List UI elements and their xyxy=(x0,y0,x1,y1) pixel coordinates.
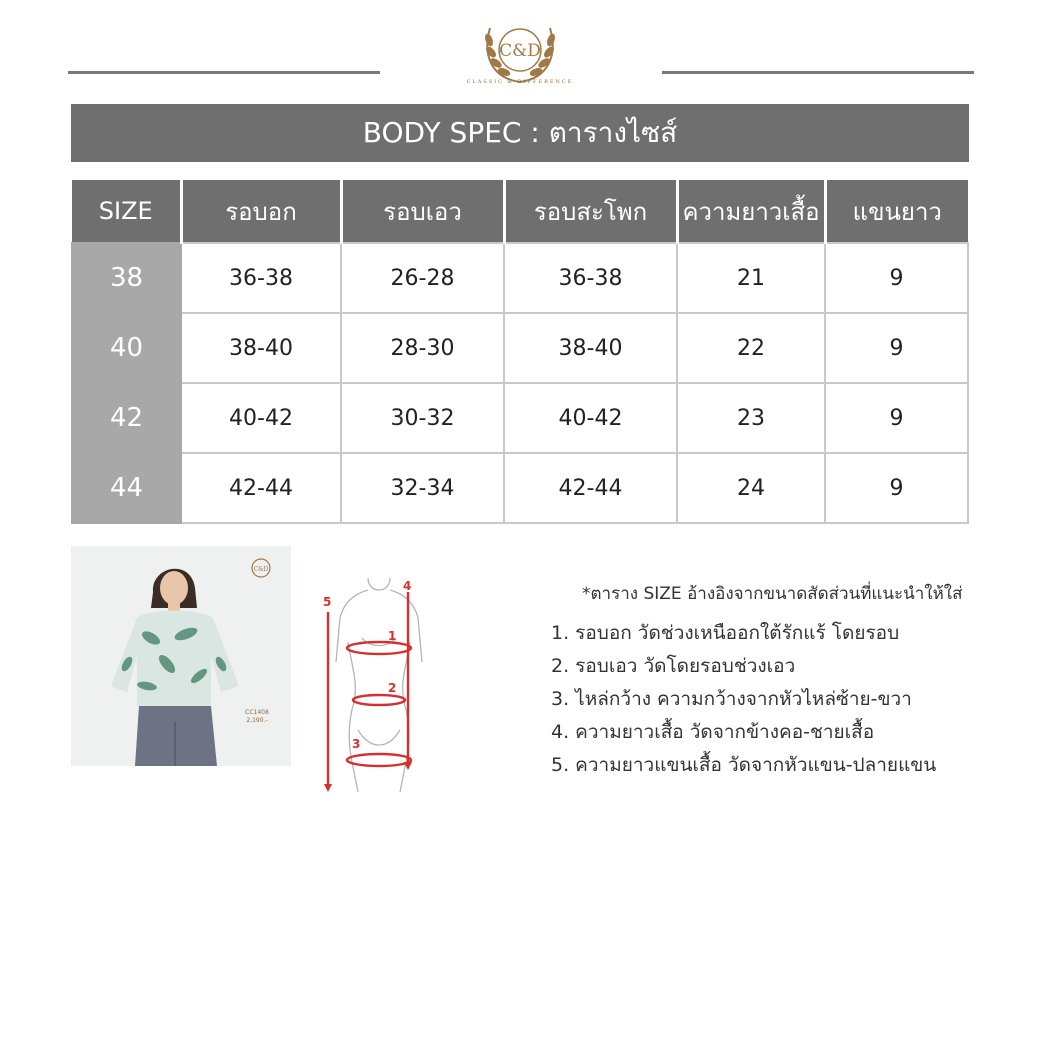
measure-note-2: 2. รอบเอว วัดโดยรอบช่วงเอว xyxy=(551,655,796,677)
bust-cell: 42-44 xyxy=(181,453,341,523)
brand-logo xyxy=(470,6,570,90)
page-title: BODY SPEC : ตารางไซส์ xyxy=(362,116,678,149)
header-length: ความยาวเสื้อ xyxy=(677,180,825,243)
hip-cell: 42-44 xyxy=(504,453,677,523)
page-title-banner xyxy=(71,104,969,162)
table-row xyxy=(72,313,968,383)
size-cell: 38 xyxy=(72,243,181,313)
bust-cell: 36-38 xyxy=(181,243,341,313)
length-cell: 21 xyxy=(677,243,825,313)
header-rule-left xyxy=(68,71,380,74)
measure-note-3: 3. ไหล่กว้าง ความกว้างจากหัวไหล่ซ้าย-ขวา xyxy=(551,688,912,710)
diagram-label-2: 2 xyxy=(388,681,397,695)
length-cell: 23 xyxy=(677,383,825,453)
size-table xyxy=(71,180,969,524)
hip-cell: 38-40 xyxy=(504,313,677,383)
measure-note-5: 5. ความยาวแขนเสื้อ วัดจากหัวแขน-ปลายแขน xyxy=(551,754,937,776)
header-waist: รอบเอว xyxy=(341,180,504,243)
diagram-label-4: 4 xyxy=(403,579,412,593)
length-cell: 22 xyxy=(677,313,825,383)
size-note: *ตาราง SIZE อ้างอิงจากขนาดสัดส่วนที่แนะนำให้ใส่ xyxy=(582,584,963,604)
waist-cell: 30-32 xyxy=(341,383,504,453)
hip-cell: 40-42 xyxy=(504,383,677,453)
sleeve-cell: 9 xyxy=(825,453,968,523)
diagram-label-3: 3 xyxy=(352,737,361,751)
size-cell: 42 xyxy=(72,383,181,453)
size-cell: 44 xyxy=(72,453,181,523)
header-sleeve: แขนยาว xyxy=(825,180,968,243)
waist-cell: 26-28 xyxy=(341,243,504,313)
length-cell: 24 xyxy=(677,453,825,523)
table-row xyxy=(72,383,968,453)
hip-cell: 36-38 xyxy=(504,243,677,313)
measure-note-4: 4. ความยาวเสื้อ วัดจากข้างคอ-ชายเสื้อ xyxy=(551,721,875,743)
size-cell: 40 xyxy=(72,313,181,383)
svg-text:C&D: C&D xyxy=(253,566,269,573)
sleeve-cell: 9 xyxy=(825,313,968,383)
sleeve-cell: 9 xyxy=(825,383,968,453)
logo-letters: C&D xyxy=(499,41,541,61)
product-photo xyxy=(71,546,291,766)
header-hip: รอบสะโพก xyxy=(504,180,677,243)
photo-code: CC1408 xyxy=(245,709,269,716)
photo-price: 2,190.- xyxy=(246,717,268,724)
table-row xyxy=(72,453,968,523)
diagram-label-5: 5 xyxy=(323,595,332,609)
table-row xyxy=(72,243,968,313)
sleeve-cell: 9 xyxy=(825,243,968,313)
header-bust: รอบอก xyxy=(181,180,341,243)
header-rule-right xyxy=(662,71,974,74)
waist-cell: 28-30 xyxy=(341,313,504,383)
header-size: SIZE xyxy=(72,180,181,243)
brand-tagline: CLASSIC & DIFFERENCE xyxy=(466,79,574,85)
waist-cell: 32-34 xyxy=(341,453,504,523)
diagram-label-1: 1 xyxy=(388,629,397,643)
measure-note-1: 1. รอบอก วัดช่วงเหนืออกใต้รักแร้ โดยรอบ xyxy=(551,622,900,644)
bust-cell: 40-42 xyxy=(181,383,341,453)
bust-cell: 38-40 xyxy=(181,313,341,383)
table-header-row xyxy=(72,180,968,243)
measurement-diagram xyxy=(318,572,440,792)
